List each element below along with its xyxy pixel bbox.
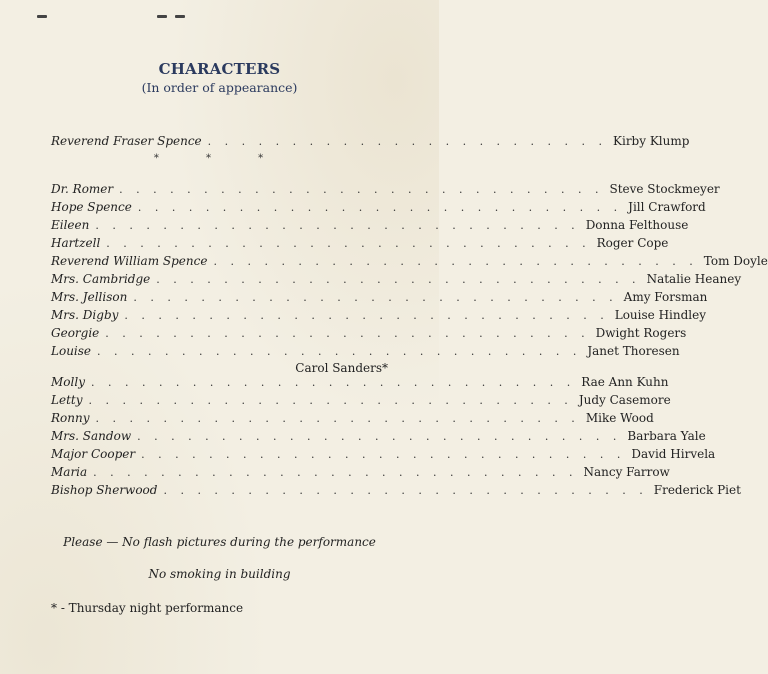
cast-row	[51, 217, 689, 233]
cast-row	[51, 271, 742, 287]
cast-row	[51, 199, 706, 215]
dot-leader: . . . . . . . . . . . . . . . . . . . . . . . . . . . . .	[88, 394, 573, 407]
cast-row-lead	[51, 133, 690, 149]
actor-name: Barbara Yale	[627, 429, 706, 443]
cast-row	[51, 289, 708, 305]
actor-name-alternate: Carol Sanders*	[295, 361, 388, 375]
page-subtitle: (In order of appearance)	[141, 80, 298, 95]
actor-name: Janet Thoresen	[587, 344, 680, 358]
role-name: Maria	[51, 465, 88, 479]
cast-row	[51, 307, 706, 323]
cast-row	[51, 181, 720, 197]
smoking-notice: No smoking in building	[148, 567, 291, 581]
actor-name: Dwight Rogers	[595, 326, 687, 340]
dot-leader: . . . . . . . . . . . . . . . . . . . . . . . . . . . . .	[213, 255, 698, 268]
cast-row	[51, 392, 671, 408]
role-name: Letty	[51, 393, 83, 407]
dot-leader: . . . . . . . . . . . . . . . . . . . . . . . . . . . . .	[124, 309, 609, 322]
cast-row	[51, 253, 768, 269]
dot-leader: . . . . . . . . . . . . . . . . . . . . . . . . . . . . .	[95, 219, 580, 232]
role-name: Georgie	[51, 326, 100, 340]
dot-leader: . . . . . . . . . . . . . . . . . . . . . . . . . . . . .	[133, 291, 618, 304]
staple-mark	[175, 15, 185, 18]
actor-name: David Hirvela	[631, 447, 716, 461]
separator-stars: * * *	[153, 153, 286, 164]
actor-name: Rae Ann Kuhn	[581, 375, 669, 389]
role-name: Mrs. Jellison	[51, 290, 128, 304]
role-name: Dr. Romer	[51, 182, 114, 196]
dot-leader: . . . . . . . . . . . . . . . . . . . . . . . . . . . . .	[106, 237, 591, 250]
actor-name: Amy Forsman	[623, 290, 708, 304]
actor-name: Steve Stockmeyer	[609, 182, 720, 196]
cast-row	[51, 374, 669, 390]
role-name: Mrs. Cambridge	[51, 272, 151, 286]
actor-name: Mike Wood	[585, 411, 654, 425]
page-title: CHARACTERS	[158, 60, 281, 78]
actor-name: Donna Felthouse	[585, 218, 689, 232]
role-name: Molly	[51, 375, 85, 389]
role-name: Reverend William Spence	[51, 254, 208, 268]
staple-mark	[157, 15, 167, 18]
actor-name: Roger Cope	[596, 236, 669, 250]
dot-leader: . . . . . . . . . . . . . . . . . . . . . . . . . . . . .	[137, 201, 623, 214]
staple-mark	[37, 15, 47, 18]
footnote: * - Thursday night performance	[51, 601, 244, 615]
cast-row	[51, 446, 716, 462]
dot-leader: . . . . . . . . . . . . . . . . . . . . . . . . . . . . .	[95, 412, 580, 425]
dot-leader: . . . . . . . . . . . . . . . . . . . . . . . . . . . . .	[93, 466, 578, 479]
cast-row	[51, 325, 687, 341]
dot-leader: . . . . . . . . . . . . . . . . . . . . . . . . . . . . .	[97, 345, 582, 358]
dot-leader: . . . . . . . . . . . . . . . . . . . . . . . .	[207, 135, 608, 148]
cast-row	[51, 343, 680, 359]
dot-leader: . . . . . . . . . . . . . . . . . . . . . . . . . . . . .	[156, 273, 641, 286]
dot-leader: . . . . . . . . . . . . . . . . . . . . . . . . . . . . .	[90, 376, 576, 389]
cast-row	[51, 235, 669, 251]
actor-name: Kirby Klump	[613, 134, 690, 148]
cast-row	[51, 428, 706, 444]
actor-name: Natalie Heaney	[646, 272, 742, 286]
actor-name: Frederick Piet	[653, 483, 741, 497]
role-name: Major Cooper	[51, 447, 136, 461]
actor-name: Nancy Farrow	[583, 465, 670, 479]
dot-leader: . . . . . . . . . . . . . . . . . . . . . . . . . . . . .	[119, 183, 604, 196]
actor-name: Tom Doyle	[703, 254, 768, 268]
dot-leader: . . . . . . . . . . . . . . . . . . . . . . . . . . . . .	[163, 484, 648, 497]
role-name: Bishop Sherwood	[51, 483, 158, 497]
dot-leader: . . . . . . . . . . . . . . . . . . . . . . . . . . . . .	[137, 430, 622, 443]
role-name: Hope Spence	[51, 200, 132, 214]
dot-leader: . . . . . . . . . . . . . . . . . . . . . . . . . . . . .	[105, 327, 590, 340]
role-name: Mrs. Digby	[51, 308, 119, 322]
cast-row	[51, 410, 654, 426]
role-name: Mrs. Sandow	[51, 429, 132, 443]
role-name: Eileen	[51, 218, 90, 232]
actor-name: Jill Crawford	[628, 200, 706, 214]
cast-row	[51, 482, 741, 498]
cast-row	[51, 464, 670, 480]
dot-leader: . . . . . . . . . . . . . . . . . . . . . . . . . . . . .	[141, 448, 626, 461]
role-name: Reverend Fraser Spence	[51, 134, 202, 148]
role-name: Ronny	[51, 411, 90, 425]
role-name: Hartzell	[51, 236, 101, 250]
role-name: Louise	[51, 344, 92, 358]
actor-name: Judy Casemore	[578, 393, 671, 407]
flash-notice: Please — No flash pictures during the performance	[63, 535, 376, 549]
actor-name: Louise Hindley	[614, 308, 706, 322]
